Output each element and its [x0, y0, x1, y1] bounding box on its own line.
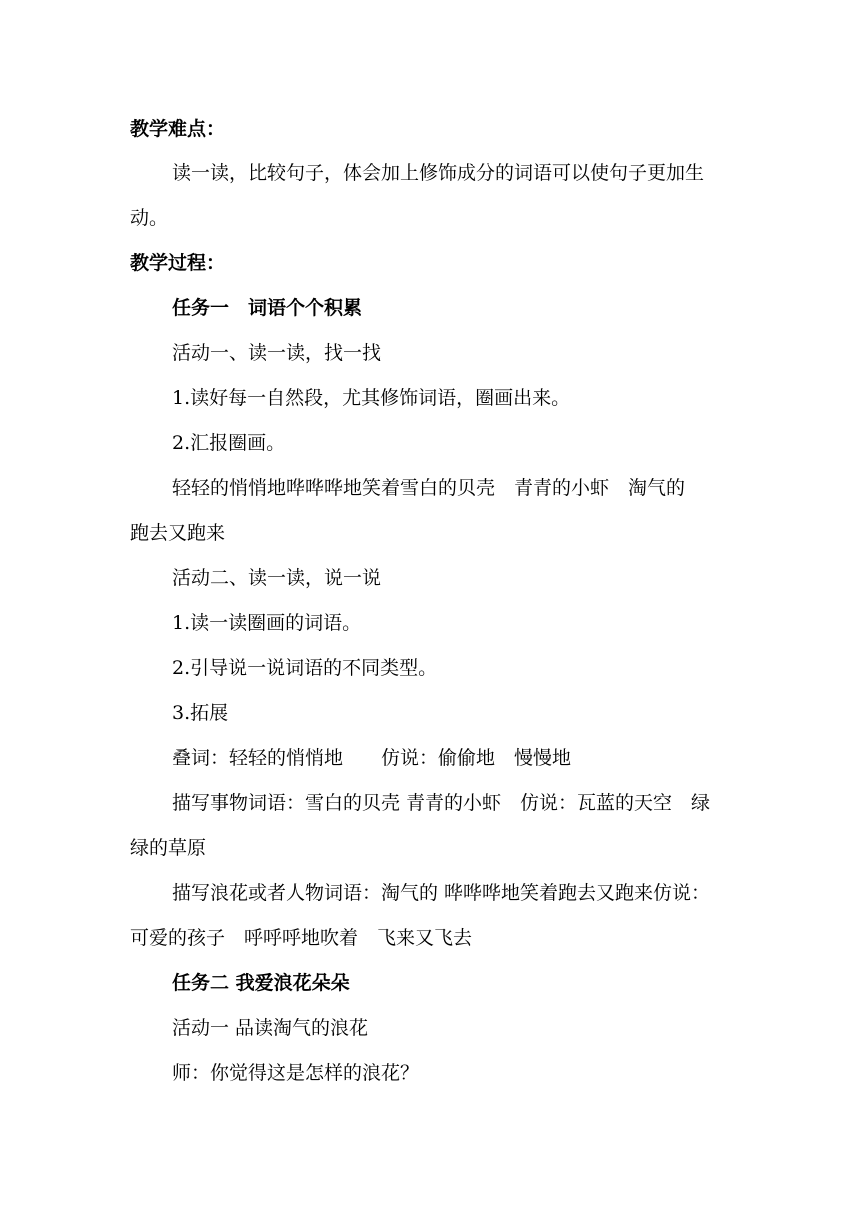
extension-things-continued: 绿的草原: [130, 837, 207, 859]
words-list-continued: 跑去又跑来: [130, 522, 226, 544]
extension-reduplicated: 叠词：轻轻的悄悄地 仿说：偷偷地 慢慢地: [172, 747, 572, 769]
difficulty-text: 读一读，比较句子，体会加上修饰成分的词语可以使句子更加生: [172, 162, 705, 184]
heading-process: 教学过程：: [130, 252, 226, 274]
activity2-step2: 2.引导说一说词语的不同类型。: [172, 657, 438, 679]
extension-waves-continued: 可爱的孩子 呼呼呼地吹着 飞来又飞去: [130, 927, 473, 949]
activity1-title: 活动一、读一读，找一找: [172, 342, 382, 364]
activity1-step1: 1.读好每一自然段，尤其修饰词语，圈画出来。: [172, 387, 571, 409]
task1-title: 任务一 词语个个积累: [172, 297, 363, 319]
difficulty-text-continued: 动。: [130, 207, 169, 229]
extension-things: 描写事物词语：雪白的贝壳 青青的小虾 仿说：瓦蓝的天空 绿: [172, 792, 711, 814]
activity1-step2: 2.汇报圈画。: [172, 432, 286, 454]
activity2-title: 活动二、读一读，说一说: [172, 567, 382, 589]
words-list: 轻轻的悄悄地哗哗哗地笑着雪白的贝壳 青青的小虾 淘气的: [172, 477, 686, 499]
task2-activity1: 活动一 品读淘气的浪花: [172, 1017, 369, 1039]
heading-difficulty: 教学难点：: [130, 118, 226, 140]
extension-waves: 描写浪花或者人物词语：淘气的 哗哗哗地笑着跑去又跑来仿说：: [172, 882, 711, 904]
activity2-step3: 3.拓展: [172, 702, 229, 724]
teacher-question: 师：你觉得这是怎样的浪花？: [172, 1062, 420, 1084]
activity2-step1: 1.读一读圈画的词语。: [172, 612, 362, 634]
task2-title: 任务二 我爱浪花朵朵: [172, 972, 350, 994]
